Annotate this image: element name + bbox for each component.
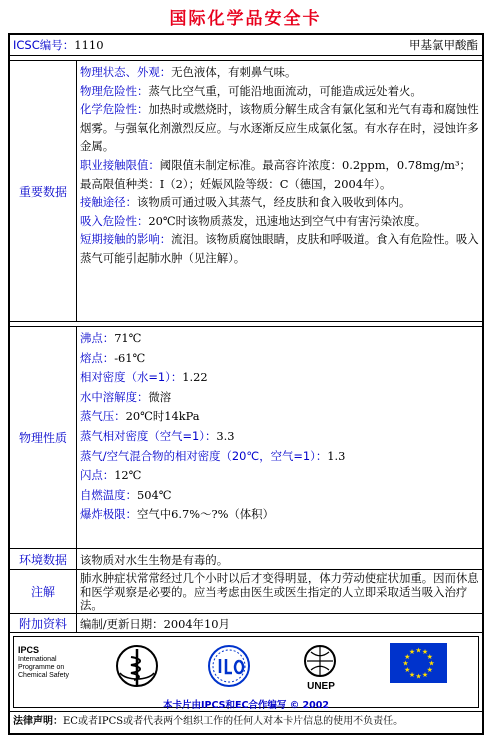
eu-star-icon: ★	[426, 653, 433, 661]
physical-item-value: 1.22	[182, 370, 208, 385]
physical-item	[80, 486, 479, 506]
physical-item-key: 相对密度（水=1）：	[80, 370, 183, 385]
physical-item-value: 空气中6.7%～?%（体积）	[136, 507, 274, 522]
physical-item-key: 水中溶解度：	[80, 389, 149, 404]
important-data-label: 重要数据	[10, 61, 77, 321]
physical-item-key: 蒸气/空气混合物的相对密度（20℃，空气=1）：	[80, 448, 328, 463]
eu-star-icon: ★	[408, 648, 416, 657]
physical-item-value: -61℃	[114, 350, 146, 365]
eu-flag-icon	[390, 643, 447, 683]
eu-star-icon: ★	[415, 646, 422, 655]
physical-item-key: 熔点：	[80, 350, 115, 365]
physical-item-key: 蒸气相对密度（空气=1）：	[80, 428, 217, 443]
unep-logo-icon	[297, 643, 343, 683]
legal-text: EC或者IPCS或者代表两个组织工作的任何人对本卡片信息的使用不负责任。	[63, 716, 404, 727]
chemical-name: 甲基氯甲酸酯	[409, 38, 478, 52]
physical-item	[80, 368, 479, 388]
important-item	[80, 100, 479, 156]
unep-text: UNEP	[307, 681, 335, 692]
notes-row	[10, 570, 482, 614]
important-item-value: 20℃时该物质蒸发，迅速地达到空气中有害污染浓度。	[148, 213, 427, 228]
physical-item-value: 1.3	[327, 448, 346, 463]
physical-item-value: 微溶	[148, 389, 172, 404]
eu-star-icon: ★	[415, 672, 422, 681]
important-item	[80, 63, 479, 82]
physical-item-value: 504℃	[136, 487, 172, 502]
legal-label: 法律声明：	[13, 716, 63, 727]
eu-star-icon: ★	[408, 670, 416, 679]
ipcs-logo: IPCS International Programme on Chemical Safety	[18, 645, 69, 679]
physical-item	[80, 505, 479, 525]
physical-item	[80, 447, 479, 467]
physical-item-value: 3.3	[216, 428, 235, 443]
important-item-key: 短期接触的影响：	[80, 232, 172, 247]
extra-info-content: 编制/更新日期：2004年10月	[80, 617, 230, 631]
important-item-key: 化学危险性：	[80, 102, 149, 117]
important-item-key: 物理危险性：	[80, 83, 149, 98]
physical-item-value: 12℃	[114, 468, 142, 483]
physical-item-key: 爆炸极限：	[80, 507, 137, 522]
physical-properties-label: 物理性质	[10, 327, 77, 548]
eu-star-icon: ★	[402, 659, 409, 668]
eu-star-icon: ★	[421, 648, 429, 657]
important-data-content	[77, 61, 482, 321]
physical-item	[80, 329, 479, 349]
important-item	[80, 156, 479, 193]
eu-star-icon: ★	[428, 659, 435, 668]
header-row	[10, 35, 482, 56]
important-item-value: 无色液体，有刺鼻气味。	[171, 65, 297, 79]
icsc-label: ICSC编号：	[13, 38, 75, 52]
environment-content: 该物质对水生生物是有毒的。	[80, 553, 229, 567]
physical-item-key: 沸点：	[80, 331, 115, 345]
important-item-key: 物理状态、外观：	[80, 65, 172, 79]
eu-star-icon: ★	[404, 666, 411, 674]
eu-star-icon: ★	[426, 666, 433, 674]
physical-item-key: 闪点：	[80, 468, 115, 483]
physical-item-key: 自燃温度：	[80, 487, 137, 502]
ilo-logo-icon	[206, 643, 252, 689]
important-item-key: 接触途径：	[80, 195, 137, 210]
card-title: 国际化学品安全卡	[169, 9, 322, 29]
important-item-key: 吸入危险性：	[80, 213, 149, 228]
important-item-value: 该物质可通过吸入其蒸气，经皮肤和食入吸收到体内。	[136, 195, 411, 210]
physical-item	[80, 349, 479, 369]
important-item-value: 流泪。该物质腐蚀眼睛，皮肤和呼吸道。食入有危险性。吸入蒸气可能引起肺水肿（见注解）。	[80, 232, 479, 265]
important-item-key: 职业接触限值：	[80, 157, 160, 172]
environment-label: 环境数据	[10, 549, 77, 569]
important-item	[80, 230, 479, 267]
important-item	[80, 82, 479, 101]
credit-line: 本卡片由IPCS和EC合作编写 © 2002	[162, 700, 329, 711]
physical-item-value: 71℃	[114, 331, 142, 345]
extra-info-row	[10, 614, 482, 633]
physical-item	[80, 466, 479, 486]
physical-item-value: 20℃时14kPa	[125, 409, 200, 424]
important-item-value: 阈限值未制定标准。最高容许浓度：0.2ppm，0.78mg/m³；最高限值种类：I（2）；妊娠风险等级：C（德国，2004年）。	[80, 157, 471, 191]
notes-content: 肺水肿症状常常经过几个小时以后才变得明显，体力劳动使症状加重。因而休息和医学观察是必要的。应当考虑由医生或医生指定的人立即采取适当吸入治疗法。	[80, 571, 479, 612]
important-item-value: 蒸气比空气重，可能沿地面流动，可能造成远处着火。	[148, 83, 422, 98]
physical-item	[80, 388, 479, 408]
important-data-row	[10, 60, 482, 322]
notes-label: 注解	[10, 570, 77, 613]
eu-star-icon: ★	[421, 670, 429, 679]
physical-item	[80, 427, 479, 447]
environment-row	[10, 549, 482, 570]
logos-panel	[13, 636, 479, 711]
physical-item	[80, 407, 479, 427]
important-item	[80, 212, 479, 231]
important-item-value: 加热时或燃烧时，该物质分解生成含有氯化氢和光气有毒和腐蚀性烟雾。与强氧化剂激烈反应。与水逐渐反应生成氯化氢。有水存在时，浸蚀许多金属。	[80, 102, 479, 154]
physical-item-key: 蒸气压：	[80, 409, 126, 424]
who-logo-icon	[114, 643, 160, 689]
eu-star-icon: ★	[404, 653, 411, 661]
icsc-number: 1110	[74, 38, 104, 52]
extra-info-label: 附加资料	[10, 614, 77, 632]
card-table	[8, 33, 484, 735]
physical-properties-row	[10, 326, 482, 549]
important-item	[80, 193, 479, 212]
logos-row	[10, 633, 482, 712]
physical-properties-content	[77, 327, 482, 548]
legal-row	[10, 712, 482, 733]
